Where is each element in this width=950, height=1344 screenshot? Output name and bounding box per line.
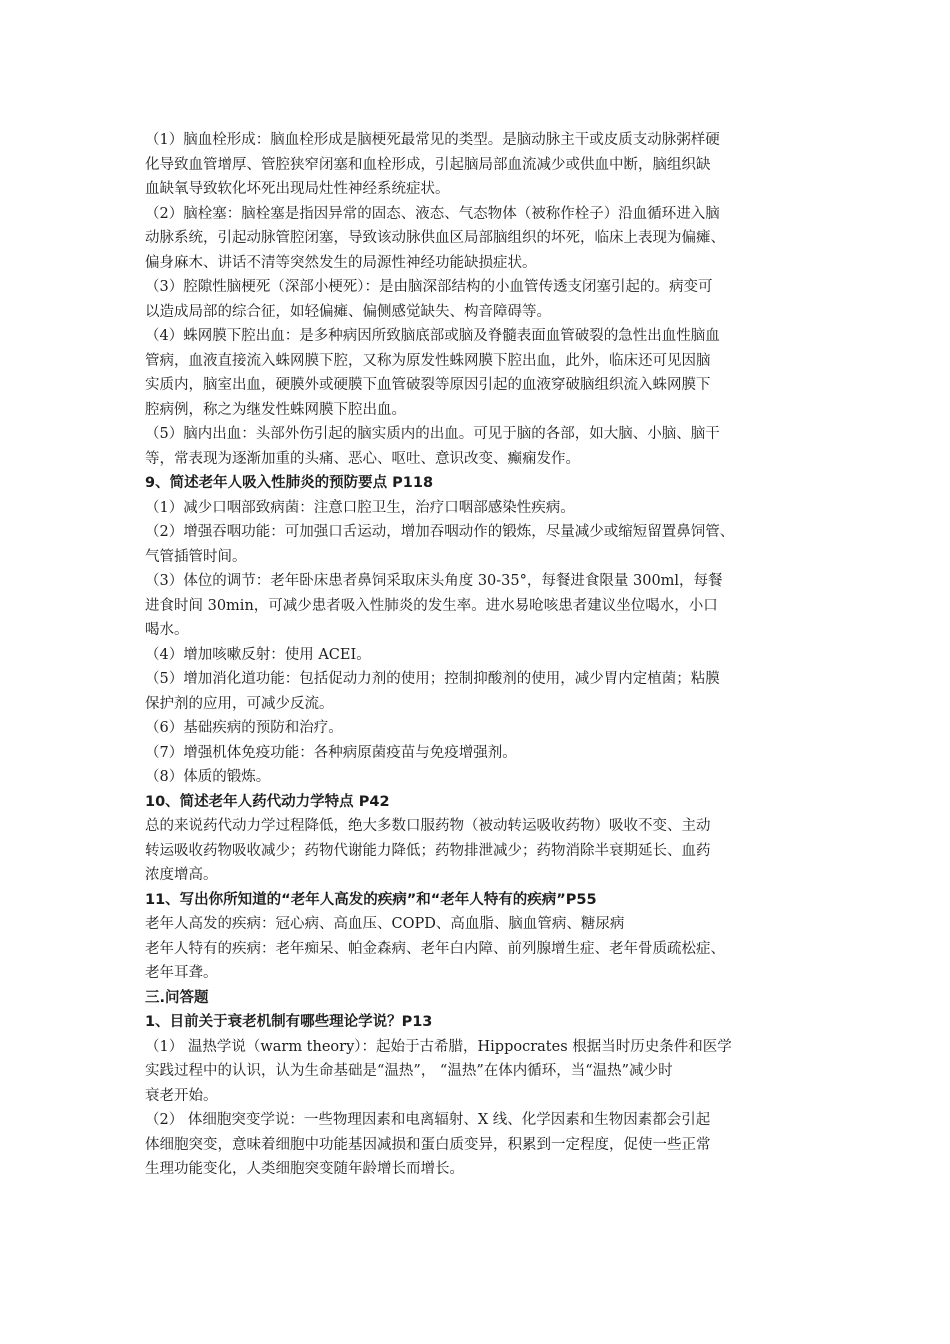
paragraph-somatic-mutation: （2） 体细胞突变学说：一些物理因素和电离辐射、X 线、化学因素和生物因素都会引起 体细胞突变，意味着细胞中功能基因减损和蛋白质变异，积累到一定程度，促使一些正常 生理功能变化，人类细胞突变随年龄增长而增长。 — [145, 1112, 711, 1177]
heading-question-9: 9、简述老年人吸入性肺炎的预防要点 P118 — [145, 475, 434, 491]
paragraph-cerebral-thrombosis: （1）脑血栓形成：脑血栓形成是脑梗死最常见的类型。是脑动脉主干或皮质支动脉粥样硬 化导致血管增厚、管腔狭窄闭塞和血栓形成，引起脑局部血流减少或供血中断，脑组织缺 血缺氧导致软化坏死出现局灶性神经系统症状。 — [145, 132, 720, 197]
list-item: （5）增加消化道功能：包括促动力剂的使用；控制抑酸剂的使用，减少胃内定植菌；粘膜 保护剂的应用，可减少反流。 — [145, 671, 720, 712]
document-body — [145, 128, 825, 1182]
paragraph-warm-theory: （1） 温热学说（warm theory）：起始于古希腊，Hippocrates 根据当时历史条件和医学 实践过程中的认识，认为生命基础是“温热”， “温热”在体内循环，当“温热”减少时 衰老开始。 — [145, 1038, 732, 1104]
heading-question-qa-1: 1、目前关于衰老机制有哪些理论学说？P13 — [145, 1014, 433, 1030]
paragraph-specific-diseases: 老年人特有的疾病：老年痴呆、帕金森病、老年白内障、前列腺增生症、老年骨质疏松症、 老年耳聋。 — [145, 940, 725, 981]
list-item: （1）减少口咽部致病菌：注意口腔卫生，治疗口咽部感染性疾病。 — [145, 499, 575, 516]
section-heading-qa: 三.问答题 — [145, 989, 209, 1006]
paragraph-intracerebral-hemorrhage: （5）脑内出血：头部外伤引起的脑实质内的出血。可见于脑的各部，如大脑、小脑、脑干 等，常表现为逐渐加重的头痛、恶心、呕吐、意识改变、癫痫发作。 — [145, 426, 720, 467]
heading-question-11: 11、写出你所知道的“老年人高发的疾病”和“老年人特有的疾病”P55 — [145, 891, 597, 908]
list-item: （8）体质的锻炼。 — [145, 769, 271, 785]
paragraph-subarachnoid-hemorrhage: （4）蛛网膜下腔出血：是多种病因所致脑底部或脑及脊髓表面血管破裂的急性出血性脑血 管病，血液直接流入蛛网膜下腔，又称为原发性蛛网膜下腔出血，此外，临床还可见因脑 实质内，脑室出血，硬膜外或硬膜下血管破裂等原因引起的血液穿破脑组织流入蛛网膜下 腔病例，称之为继发性蛛网膜下腔出血。 — [145, 328, 720, 418]
list-item: （4）增加咳嗽反射：使用 ACEI。 — [145, 646, 371, 663]
heading-question-10: 10、简述老年人药代动力学特点 P42 — [145, 793, 390, 810]
paragraph-lacunar-infarction: （3）腔隙性脑梗死（深部小梗死）：是由脑深部结构的小血管传透支闭塞引起的。病变可 以造成局部的综合征，如轻偏瘫、偏侧感觉缺失、构音障碍等。 — [145, 279, 713, 320]
paragraph-cerebral-embolism: （2）脑栓塞：脑栓塞是指因异常的固态、液态、气态物体（被称作栓子）沿血循环进入脑 动脉系统，引起动脉管腔闭塞，导致该动脉供血区局部脑组织的坏死，临床上表现为偏瘫、 偏身麻木、讲话不清等突然发生的局源性神经功能缺损症状。 — [145, 205, 725, 271]
list-item: （6）基础疾病的预防和治疗。 — [145, 720, 343, 736]
list-item: （3）体位的调节：老年卧床患者鼻饲采取床头角度 30-35°，每餐进食限量 300ml，每餐 进食时间 30min，可减少患者吸入性肺炎的发生率。进水易呛咳患者建议坐位喝水，小口 喝水。 — [145, 573, 723, 638]
list-item: （7）增强机体免疫功能：各种病原菌疫苗与免疫增强剂。 — [145, 744, 517, 761]
paragraph-common-diseases: 老年人高发的疾病：冠心病、高血压、COPD、高血脂、脑血管病、糖尿病 — [145, 916, 625, 932]
list-item: （2）增强吞咽功能：可加强口舌运动，增加吞咽动作的锻炼，尽量减少或缩短留置鼻饲管、 气管插管时间。 — [145, 524, 735, 565]
paragraph-pharmacokinetics: 总的来说药代动力学过程降低，绝大多数口服药物（被动转运吸收药物）吸收不变、主动 转运吸收药物吸收减少；药物代谢能力降低；药物排泄减少；药物消除半衰期延长、血药 浓度增高。 — [145, 818, 711, 883]
